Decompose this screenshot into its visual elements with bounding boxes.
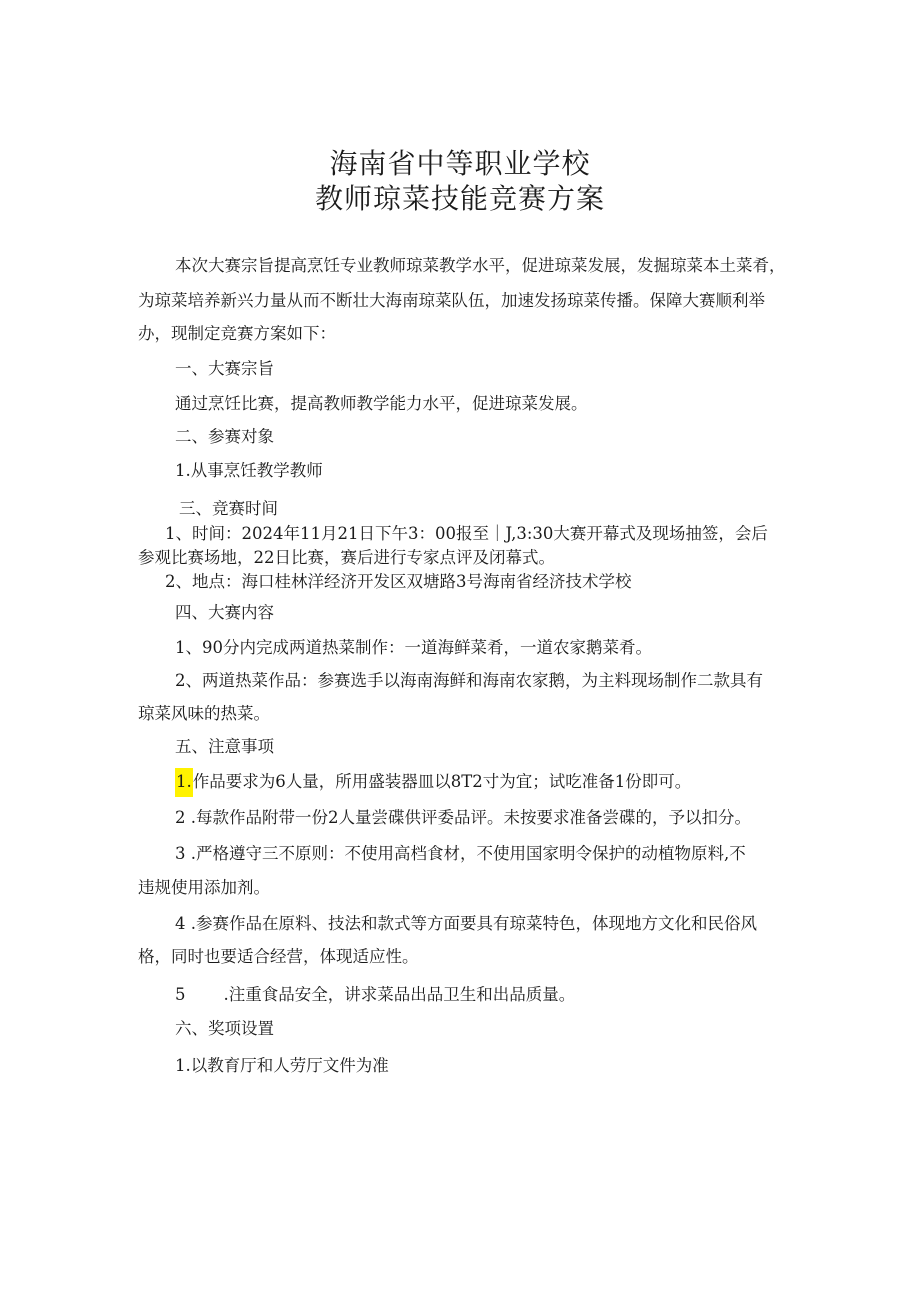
list-item: 4 .参赛作品在原料、技法和款式等方面要具有琼菜特色，体现地方文化和民俗风 [175,914,757,933]
section-heading-5: 五、注意事项 [175,737,274,756]
list-item [175,983,575,1007]
title-line-1: 海南省中等职业学校 [329,147,591,180]
list-item: 2 .每款作品附带一份2人量尝碟供评委品评。未按要求准备尝碟的，予以扣分。 [175,808,751,827]
list-item-number: 5 [175,985,186,1004]
list-item: 1.从事烹饪教学教师 [175,461,323,480]
list-item-continuation: 琼菜风味的热菜。 [138,704,270,723]
list-item: 3 .严格遵守三不原则：不使用高档食材，不使用国家明令保护的动植物原料,不 [175,844,746,863]
list-item-text: .注重食品安全，讲求菜品出品卫生和出品质量。 [223,985,576,1004]
section-heading-3: 三、竞赛时间 [179,499,278,518]
list-item: 2、两道热菜作品：参赛选手以海南海鲜和海南农家鹅，为主料现场制作二款具有 [175,671,763,690]
intro-line-1: 本次大赛宗旨提高烹饪专业教师琼菜教学水平，促进琼菜发展，发掘琼菜本土菜肴， [175,256,786,275]
section-heading-4: 四、大赛内容 [175,603,274,622]
intro-line-2: 为琼菜培养新兴力量从而不断壮大海南琼菜队伍，加速发扬琼菜传播。保障大赛顺利举 [138,291,765,310]
section-heading-6: 六、奖项设置 [175,1019,274,1038]
section-heading-2: 二、参赛对象 [175,427,274,446]
list-item: 1、90分内完成两道热菜制作：一道海鲜菜肴，一道农家鹅菜肴。 [175,638,652,657]
section-heading-1: 一、大赛宗旨 [175,359,274,378]
list-item: 1.以教育厅和人劳厅文件为准 [175,1056,389,1075]
list-item: 2、地点：海口桂林洋经济开发区双塘路3号海南省经济技术学校 [165,572,632,591]
highlight-marker: 1. [175,768,193,797]
list-item-text: 作品要求为6人量，所用盛装器皿以8T2寸为宜；试吃准备1份即可。 [192,772,692,791]
intro-line-3: 办，现制定竞赛方案如下： [138,324,336,343]
title-line-2: 教师琼菜技能竞赛方案 [314,182,605,215]
list-item: 1、时间：2024年11月21日下午3：00报至｜J,3:30大赛开幕式及现场抽签，会后 [165,524,768,543]
section-text-1: 通过烹饪比赛，提高教师教学能力水平，促进琼菜发展。 [175,394,588,413]
list-item-continuation: 违规使用添加剂。 [138,878,270,897]
list-item-continuation: 格，同时也要适合经营，体现适应性。 [138,947,419,966]
list-item [175,770,691,794]
list-item-continuation: 参观比赛场地，22日比赛，赛后进行专家点评及闭幕式。 [138,548,555,567]
